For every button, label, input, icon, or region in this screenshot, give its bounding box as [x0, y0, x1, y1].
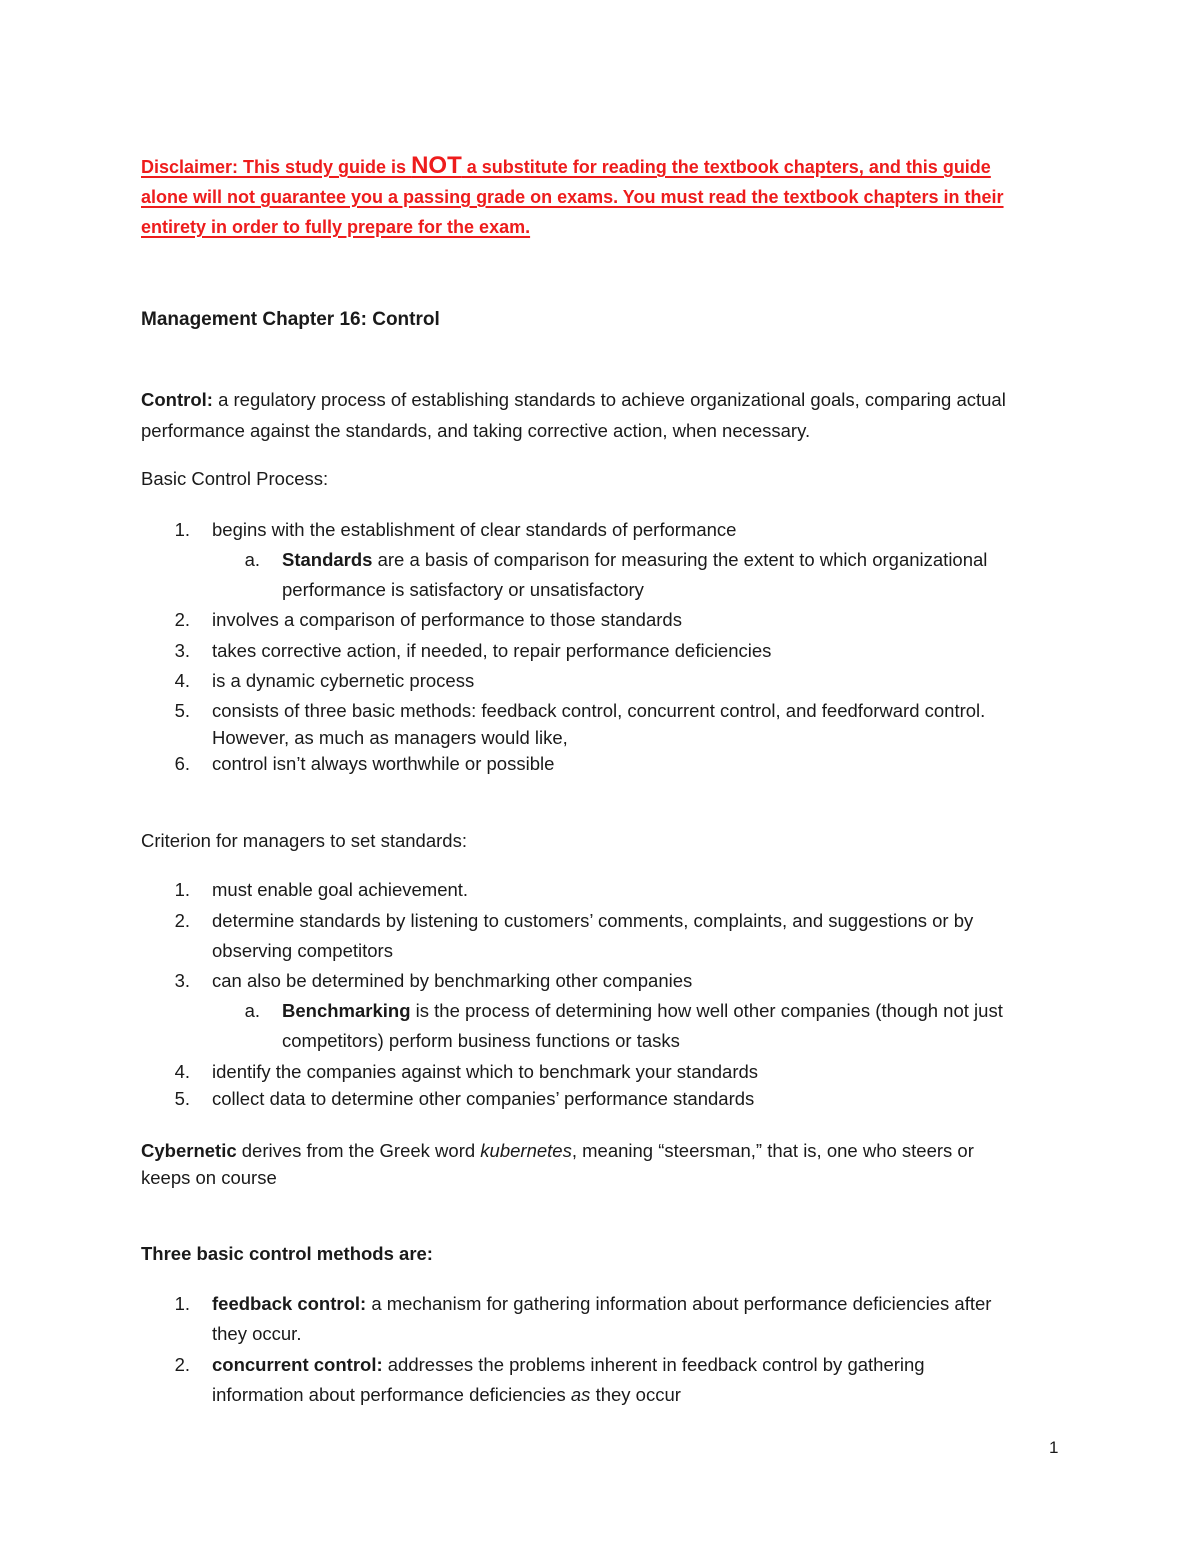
disclaimer-post: a substitute for reading the textbook chapters, and this guide [461, 157, 991, 177]
list-number: 5. [174, 1088, 190, 1109]
list-item: can also be determined by benchmarking other companies [212, 970, 693, 991]
disclaimer-pre: Disclaimer: This study guide is [141, 157, 412, 177]
list-number: 3. [174, 970, 190, 991]
concurrent-line2-em: as [570, 1384, 591, 1405]
list-item-continued: observing competitors [212, 940, 393, 961]
list-number: 1. [174, 519, 190, 540]
list-item: is a dynamic cybernetic process [212, 670, 475, 691]
kubernetes-word: kubernetes [480, 1140, 572, 1161]
criterion-heading: Criterion for managers to set standards: [141, 830, 467, 851]
control-term: Control: [141, 389, 213, 410]
list-item [212, 1293, 991, 1315]
cybernetic-definition-line-2: keeps on course [141, 1167, 277, 1188]
list-item: must enable goal achievement. [212, 879, 469, 900]
list-item-continued: However, as much as managers would like, [212, 727, 568, 748]
disclaimer-line-2: alone will not guarantee you a passing grade on exams. You must read the textbook chapters in their [141, 187, 1004, 207]
list-item: collect data to determine other companies’ performance standards [212, 1088, 755, 1109]
list-number: 1. [174, 1293, 190, 1314]
standards-def: are a basis of comparison for measuring the extent to which organizational [372, 549, 988, 570]
list-number: 4. [174, 670, 190, 691]
sub-list-item [282, 549, 987, 571]
list-number: 2. [174, 1354, 190, 1375]
benchmarking-def: is the process of determining how well other companies (though not just [410, 1000, 1003, 1021]
list-number: 4. [174, 1061, 190, 1082]
list-item: determine standards by listening to customers’ comments, complaints, and suggestions or by [212, 910, 974, 931]
disclaimer-line-3: entirety in order to fully prepare for the exam. [141, 217, 531, 237]
list-item: identify the companies against which to benchmark your standards [212, 1061, 759, 1082]
concurrent-line2-pre: information about performance deficiencies [212, 1384, 571, 1405]
feedback-control-def: a mechanism for gathering information about performance deficiencies after [366, 1293, 992, 1314]
chapter-title: Management Chapter 16: Control [141, 309, 440, 330]
list-item: involves a comparison of performance to those standards [212, 609, 682, 630]
disclaimer-not: NOT [411, 152, 462, 179]
list-number: 2. [174, 910, 190, 931]
standards-term: Standards [282, 549, 373, 570]
sub-list-item-continued: performance is satisfactory or unsatisfactory [282, 579, 644, 600]
list-item-continued [212, 1384, 681, 1406]
list-item: consists of three basic methods: feedback control, concurrent control, and feedforward control. [212, 700, 986, 721]
list-number: 2. [174, 609, 190, 630]
list-item: control isn’t always worthwhile or possible [212, 753, 555, 774]
list-number: 5. [174, 700, 190, 721]
methods-heading: Three basic control methods are: [141, 1243, 433, 1264]
list-number: 1. [174, 879, 190, 900]
list-number: 6. [174, 753, 190, 774]
control-def-text: a regulatory process of establishing standards to achieve organizational goals, comparing actual [212, 389, 1006, 410]
control-definition-line-1 [141, 389, 1006, 411]
benchmarking-term: Benchmarking [282, 1000, 411, 1021]
sub-list-letter: a. [244, 549, 260, 570]
concurrent-control-def: addresses the problems inherent in feedback control by gathering [382, 1354, 925, 1375]
cybernetic-term: Cybernetic [141, 1140, 237, 1161]
list-item: takes corrective action, if needed, to repair performance deficiencies [212, 640, 772, 661]
sub-list-letter: a. [244, 1000, 260, 1021]
concurrent-control-term: concurrent control: [212, 1354, 383, 1375]
cybernetic-pre: derives from the Greek word [236, 1140, 481, 1161]
basic-process-heading: Basic Control Process: [141, 468, 329, 489]
disclaimer-line-1 [141, 152, 991, 180]
page-number: 1 [1049, 1438, 1059, 1457]
sub-list-item-continued: competitors) perform business functions or tasks [282, 1030, 680, 1051]
concurrent-line2-post: they occur [590, 1384, 681, 1405]
sub-list-item [282, 1000, 1003, 1022]
cybernetic-post: , meaning “steersman,” that is, one who steers or [571, 1140, 974, 1161]
list-item [212, 1354, 925, 1376]
cybernetic-definition-line-1 [141, 1140, 974, 1162]
list-item: begins with the establishment of clear standards of performance [212, 519, 737, 540]
list-number: 3. [174, 640, 190, 661]
list-item-continued: they occur. [212, 1323, 302, 1344]
control-definition-line-2: performance against the standards, and taking corrective action, when necessary. [141, 420, 811, 441]
feedback-control-term: feedback control: [212, 1293, 367, 1314]
